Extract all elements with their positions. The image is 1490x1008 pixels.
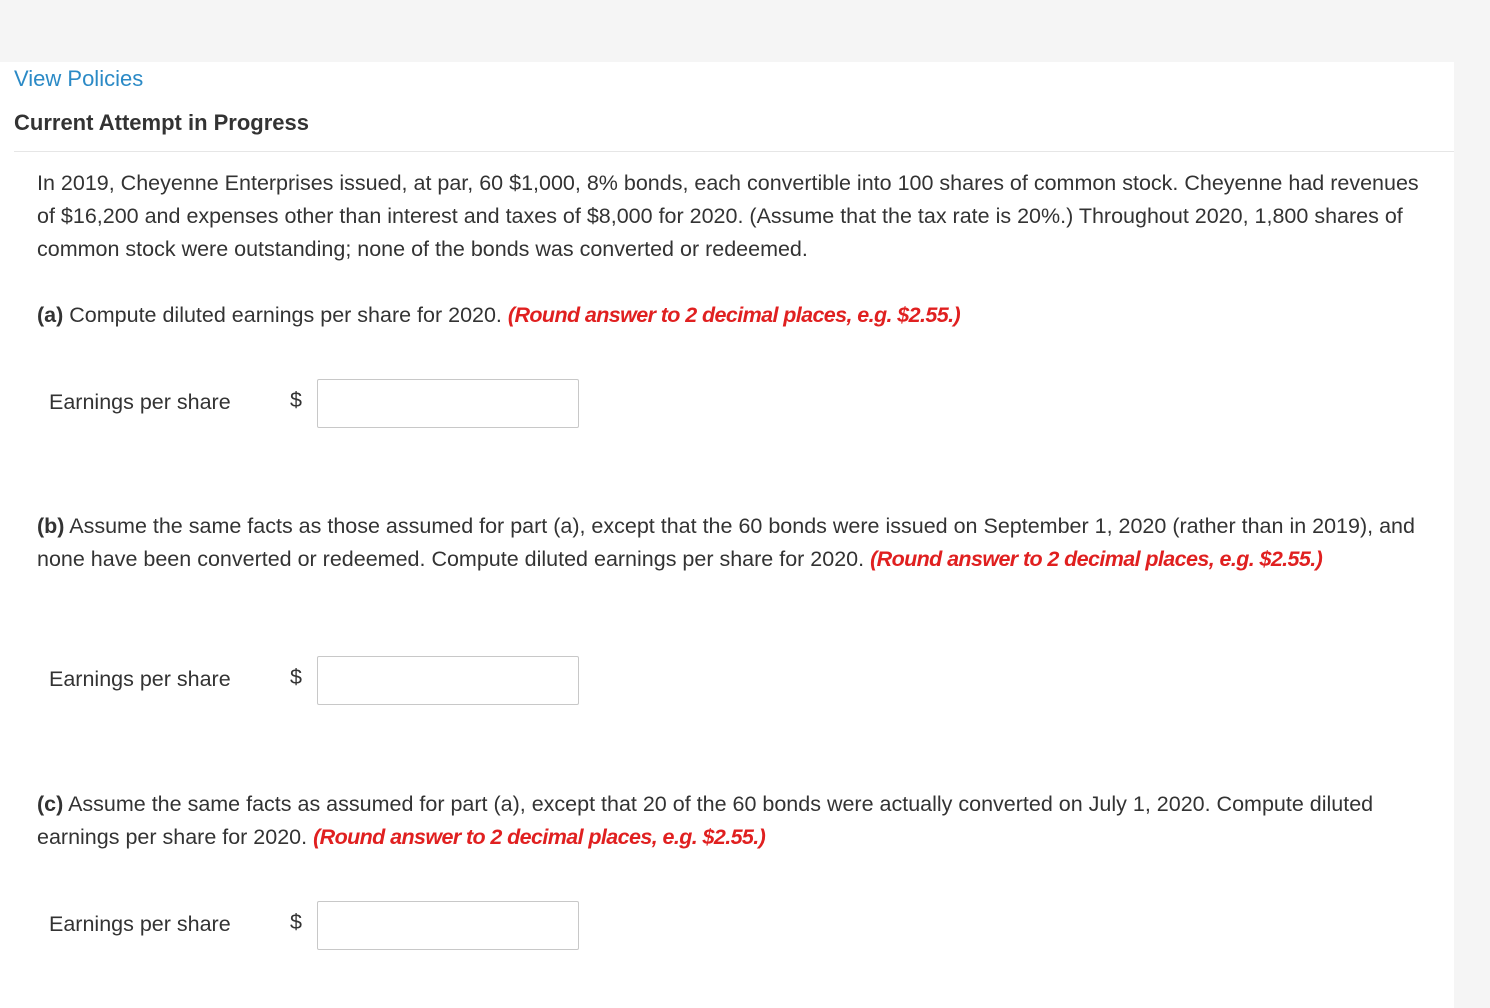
part-a-answer-label: Earnings per share [49,390,231,414]
part-b-label: (b) [37,514,65,538]
question-intro: In 2019, Cheyenne Enterprises issued, at par, 60 $1,000, 8% bonds, each convertible into 100 shares of common stock. Cheyenne had revenues of $16,200 and expenses other than interest and taxes of $8,000 for 2020. (Assume that the tax rate is 20%.) Throughout 2020, 1,800 shares of common stock were outstanding; none of the bonds was converted or redeemed. [37,171,1419,261]
part-b-answer-label: Earnings per share [49,667,231,691]
part-c-label: (c) [37,792,64,816]
part-b-rounding-hint: (Round answer to 2 decimal places, e.g. $2.55.) [870,547,1323,571]
part-a-text: Compute diluted earnings per share for 2020. [63,303,508,327]
part-a-prompt [37,299,1422,332]
part-b-eps-input[interactable] [317,656,579,705]
part-c-answer-label: Earnings per share [49,912,231,936]
part-a-label: (a) [37,303,64,327]
part-c-eps-input[interactable] [317,901,579,950]
part-a-currency-symbol: $ [290,388,302,412]
attempt-status-heading: Current Attempt in Progress [14,110,310,135]
view-policies-link[interactable]: View Policies [14,66,144,91]
part-c-rounding-hint: (Round answer to 2 decimal places, e.g. $2.55.) [313,825,766,849]
part-a-answer-row [49,379,589,429]
part-b-text: Assume the same facts as those assumed for part (a), except that the 60 bonds were issued on September 1, 2020 (rather than in 2019), and none have been converted or redeemed. Compute diluted earnings per share for 2020. [37,514,1415,571]
part-b-currency-symbol: $ [290,665,302,689]
part-c-text: Assume the same facts as assumed for part (a), except that 20 of the 60 bonds were actually converted on July 1, 2020. Compute diluted earnings per share for 2020. [37,792,1374,849]
part-a-rounding-hint: (Round answer to 2 decimal places, e.g. $2.55.) [507,303,961,327]
part-b-prompt [37,510,1422,576]
part-a-eps-input[interactable] [317,379,579,428]
part-c-prompt [37,788,1422,854]
part-b-answer-row [49,656,589,706]
part-c-answer-row [49,901,589,951]
header-divider [14,151,1454,152]
part-c-currency-symbol: $ [290,910,302,934]
